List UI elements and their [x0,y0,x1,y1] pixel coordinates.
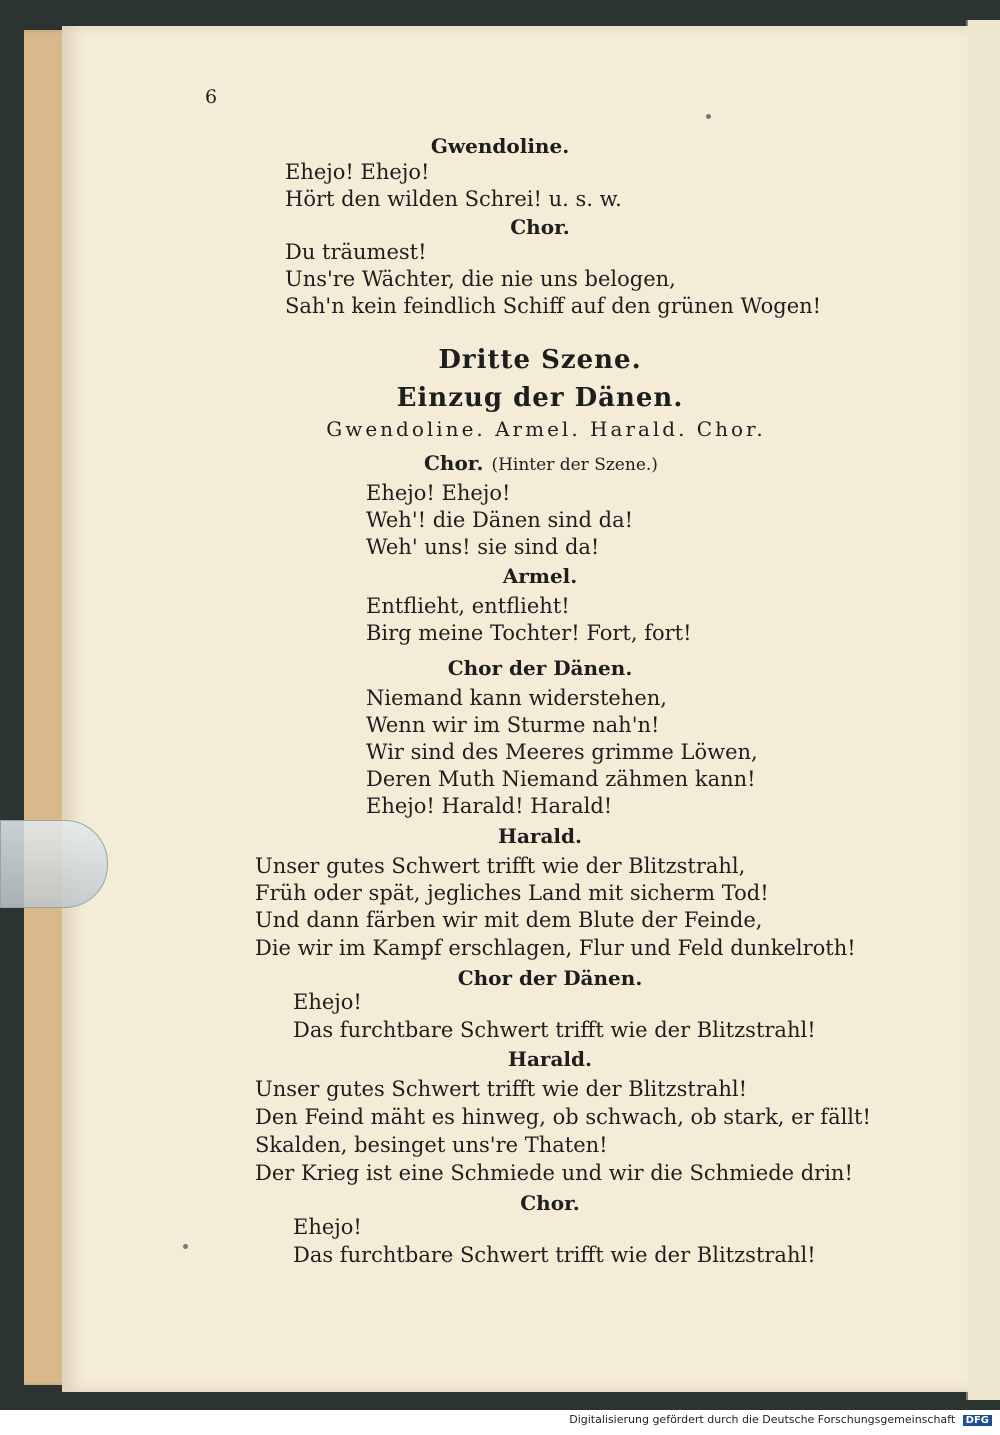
verse-line: Ehejo! [293,990,362,1014]
verse-line: Wir sind des Meeres grimme Löwen, [366,740,758,764]
verse-line: Sah'n kein feindlich Schiff auf den grünen Wogen! [285,294,822,318]
verse-line: Ehejo! Ehejo! [366,481,511,505]
speaker-harald: Harald. [508,1047,592,1071]
speaker-chor-der-daenen: Chor der Dänen. [447,656,633,680]
verse-line: Du träumest! [285,240,427,264]
page-number: 6 [205,86,218,108]
credit-text: Digitalisierung gefördert durch die Deutsche Forschungsgemeinschaft [569,1413,956,1426]
speaker-chor: Chor. [424,451,484,475]
verse-line: Früh oder spät, jegliches Land mit sicherm Tod! [255,881,769,905]
speaker-armel: Armel. [502,564,578,588]
verse-line: Niemand kann widerstehen, [366,686,667,710]
digitization-credit [569,1413,992,1426]
verse-line: Unser gutes Schwert trifft wie der Blitzstrahl, [255,854,746,878]
verse-line: Deren Muth Niemand zähmen kann! [366,767,756,791]
verse-line: Das furchtbare Schwert trifft wie der Blitzstrahl! [293,1243,816,1267]
paper-speck [706,114,711,119]
verse-line: Ehejo! Ehejo! [285,160,430,184]
paper-speck [183,1244,188,1249]
speaker-gwendoline: Gwendoline. [430,134,570,158]
verse-line: Weh' uns! sie sind da! [366,535,600,559]
speaker-harald: Harald. [498,824,582,848]
speaker-chor-der-daenen: Chor der Dänen. [457,966,643,990]
speaker-chor-with-direction [424,449,658,479]
verse-line: Ehejo! Harald! Harald! [366,794,613,818]
speaker-chor: Chor. [520,1191,580,1215]
plastic-clip [0,820,108,908]
verse-line: Den Feind mäht es hinweg, ob schwach, ob stark, er fällt! [255,1105,871,1129]
verse-line: Ehejo! [293,1215,362,1239]
verse-line: Skalden, besinget uns're Thaten! [255,1133,608,1157]
verse-line: Der Krieg ist eine Schmiede und wir die Schmiede drin! [255,1161,853,1185]
verse-line: Birg meine Tochter! Fort, fort! [366,621,692,645]
scene-subtitle: Einzug der Dänen. [396,383,684,413]
verse-line: Hört den wilden Schrei! u. s. w. [285,187,622,211]
cast-list: Gwendoline. Armel. Harald. Chor. [326,417,766,441]
verse-line: Die wir im Kampf erschlagen, Flur und Feld dunkelroth! [255,936,856,960]
verse-line: Und dann färben wir mit dem Blute der Feinde, [255,908,763,932]
verse-line: Uns're Wächter, die nie uns belogen, [285,267,676,291]
scene-title: Dritte Szene. [438,345,642,375]
verse-line: Wenn wir im Sturme nah'n! [366,713,660,737]
speaker-chor: Chor. [510,215,570,239]
verse-line: Unser gutes Schwert trifft wie der Blitzstrahl! [255,1077,748,1101]
verse-line: Weh'! die Dänen sind da! [366,508,634,532]
dfg-logo: DFG [963,1415,992,1426]
verse-line: Das furchtbare Schwert trifft wie der Blitzstrahl! [293,1018,816,1042]
stage-direction: (Hinter der Szene.) [491,455,658,475]
verse-line: Entflieht, entflieht! [366,594,570,618]
